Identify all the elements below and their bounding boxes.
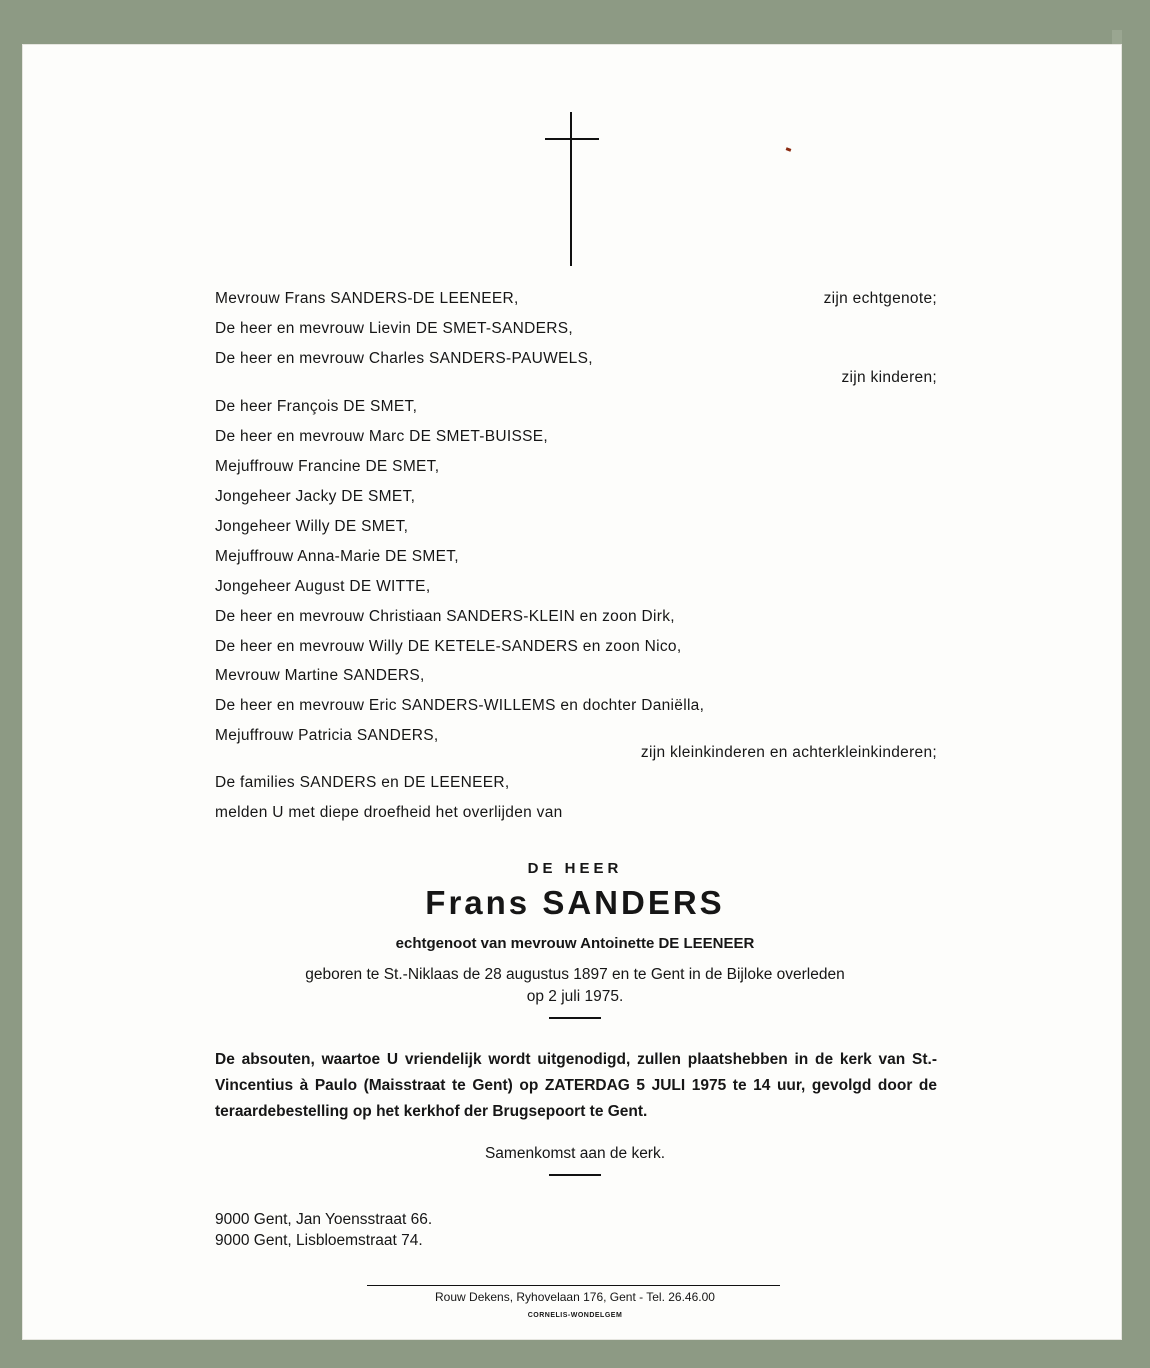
family-name: Jongeheer Jacky DE SMET,	[215, 488, 416, 505]
printer-imprint: CORNELIS-WONDELGEM	[527, 1312, 623, 1319]
announcement-line: melden U met diepe droefheid het overlijden van	[215, 804, 563, 821]
deceased-prefix: DE HEER	[527, 860, 623, 877]
family-name: Mejuffrouw Patricia SANDERS,	[215, 727, 439, 744]
meeting-note: Samenkomst aan de kerk.	[484, 1145, 666, 1162]
printer-line: Rouw Dekens, Ryhovelaan 176, Gent - Tel. 26.46.00	[435, 1290, 715, 1304]
family-name: De heer en mevrouw Willy DE KETELE-SANDERS en zoon Nico,	[215, 638, 682, 655]
death-date-line: op 2 juli 1975.	[526, 988, 624, 1005]
family-name: Mevrouw Martine SANDERS,	[215, 667, 425, 684]
family-name: De heer en mevrouw Charles SANDERS-PAUWELS,	[215, 350, 593, 367]
family-name: De families SANDERS en DE LEENEER,	[215, 774, 510, 791]
divider	[549, 1174, 601, 1176]
family-name: De heer François DE SMET,	[215, 398, 418, 415]
family-role: zijn kleinkinderen en achterkleinkinderen;	[640, 744, 937, 761]
family-role: zijn kinderen;	[841, 369, 937, 386]
family-role: zijn echtgenote;	[823, 290, 937, 307]
family-name: Mejuffrouw Francine DE SMET,	[215, 458, 440, 475]
family-name: Jongeheer Willy DE SMET,	[215, 518, 409, 535]
family-name: Mevrouw Frans SANDERS-DE LEENEER,	[215, 290, 519, 307]
birth-death-line: geboren te St.-Niklaas de 28 augustus 1897 en te Gent in de Bijloke overleden	[305, 966, 845, 983]
family-name: De heer en mevrouw Christiaan SANDERS-KLEIN en zoon Dirk,	[215, 608, 675, 625]
footer-rule	[367, 1285, 780, 1286]
family-name: De heer en mevrouw Marc DE SMET-BUISSE,	[215, 428, 548, 445]
address-line: 9000 Gent, Lisbloemstraat 74.	[215, 1232, 423, 1249]
spouse-line: echtgenoot van mevrouw Antoinette DE LEENEER	[395, 935, 755, 952]
family-name: De heer en mevrouw Lievin DE SMET-SANDERS,	[215, 320, 574, 337]
deceased-name: Frans SANDERS	[425, 884, 725, 921]
divider	[549, 1017, 601, 1019]
family-name: De heer en mevrouw Eric SANDERS-WILLEMS en dochter Daniëlla,	[215, 697, 705, 714]
family-name: Mejuffrouw Anna-Marie DE SMET,	[215, 548, 459, 565]
family-name: Jongeheer August DE WITTE,	[215, 578, 431, 595]
address-line: 9000 Gent, Jan Yoensstraat 66.	[215, 1211, 433, 1228]
ceremony-paragraph: De absouten, waartoe U vriendelijk wordt uitgenodigd, zullen plaatshebben in de kerk van St.-Vincentius à Paulo (Maisstraat te Gent) op ZATERDAG 5 JULI 1975 te 14 uur, gevolgd door de teraardebestelling op het kerkhof der Brugsepoort te Gent.	[215, 1051, 937, 1120]
cross-icon	[545, 112, 599, 266]
